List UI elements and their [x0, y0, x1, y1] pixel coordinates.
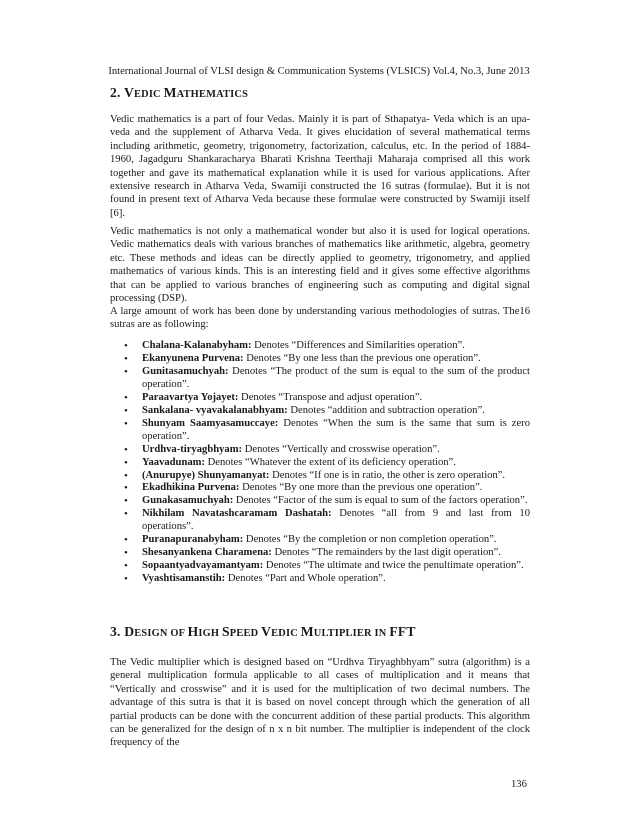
- sutra-description: Denotes “The ultimate and twice the penultimate operation”.: [263, 560, 524, 572]
- bullet-icon: •: [124, 547, 128, 560]
- sutra-item: [110, 457, 530, 470]
- sutra-name: Puranapuranabyham:: [142, 534, 244, 546]
- bullet-icon: •: [124, 508, 128, 521]
- title-fragment: S: [222, 624, 230, 639]
- section-number: 3.: [110, 624, 121, 639]
- sutra-description: Denotes “When the sum is the same that sum is zero operation”.: [142, 417, 531, 442]
- title-fragment: M: [163, 85, 177, 100]
- sutra-item: [110, 495, 530, 508]
- title-fragment: D: [120, 624, 135, 639]
- sutra-description: Denotes “Part and Whole operation”.: [225, 573, 386, 585]
- sutra-name: Sopaantyadvayamantyam:: [142, 560, 264, 572]
- sutra-description: Denotes “Differences and Similarities operation”.: [251, 340, 465, 351]
- sutra-item: [110, 340, 530, 353]
- running-header: International Journal of VLSI design & Communication Systems (VLSICS) Vol.4, No.3, June 2013: [108, 66, 530, 77]
- sutra-name: Ekanyunena Purvena:: [142, 352, 244, 364]
- sutra-item: [110, 534, 530, 547]
- sutra-name: Sankalana- vyavakalanabhyam:: [142, 404, 288, 416]
- paragraph-vedic-intro: Vedic mathematics is a part of four Vedas. Mainly it is part of Sthapatya- Veda which is an upa-veda and the supplement of Atharva Veda. It gives elucidation of several mathematical terms including arithmetic, geometry, trigonometry, factorization, calculus, etc. In the period of 1884-1960, Jagadguru Shankaracharya Bharati Krishna Teerthaji Maharaja comprised all this work together and gave its mathematical explanation while it is used for various applications. After extensive research in Atharva Veda, Swamiji constructed the 16 sutras (formulae). But it is not found in present text of Atharva Veda because these formulae were constructed by Swamiji itself [6].: [110, 114, 530, 219]
- bullet-icon: •: [124, 482, 128, 495]
- sutra-description: Denotes “If one is in ratio, the other is zero operation”.: [269, 469, 506, 481]
- sutra-name: Yaavadunam:: [142, 456, 205, 468]
- sutra-item: [110, 392, 530, 405]
- sutra-description: Denotes “all from 9 and last from 10 operations”.: [142, 508, 531, 533]
- bullet-icon: •: [124, 340, 128, 352]
- sutra-name: Gunakasamuchyah:: [142, 495, 234, 507]
- sutra-item: [110, 366, 530, 392]
- sutra-item: [110, 482, 530, 495]
- bullet-icon: •: [124, 573, 128, 586]
- bullet-icon: •: [124, 352, 128, 365]
- sutra-item: [110, 470, 530, 483]
- bullet-icon: •: [124, 495, 128, 508]
- title-fragment: EDIC: [271, 628, 301, 639]
- sutra-description: Denotes “addition and subtraction operation”.: [287, 404, 485, 416]
- sutra-item: [110, 560, 530, 573]
- bullet-icon: •: [124, 391, 128, 404]
- sutra-name: Shesanyankena Charamena:: [142, 547, 272, 559]
- sutra-item: [110, 573, 530, 586]
- title-fragment: EDIC: [133, 89, 164, 100]
- bullet-icon: •: [124, 443, 128, 456]
- bullet-icon: •: [124, 560, 128, 573]
- sutra-description: Denotes “Whatever the extent of its deficiency operation”.: [205, 456, 456, 468]
- title-fragment: M: [300, 624, 314, 639]
- page-number: 136: [511, 779, 527, 790]
- sutra-name: Vyashtisamanstih:: [142, 573, 226, 585]
- sutra-name: Paraavartya Yojayet:: [142, 391, 239, 403]
- bullet-icon: •: [124, 404, 128, 417]
- title-fragment: FFT: [389, 624, 416, 639]
- sutra-description: Denotes “Factor of the sum is equal to sum of the factors operation”.: [233, 495, 528, 507]
- sutra-item: [110, 547, 530, 560]
- title-fragment: PEED: [229, 628, 262, 639]
- bullet-icon: •: [124, 534, 128, 547]
- sutra-name: Gunitasamuchyah:: [142, 365, 229, 377]
- sutra-description: Denotes “The remainders by the last digit operation”.: [271, 547, 501, 559]
- paragraph-vedic-logic: Vedic mathematics is not only a mathematical wonder but also it is used for logical operations. Vedic mathematics deals with various branches of mathematics like arithmetic, algebra, geometry etc. These methods and ideas can be directly applied to geometry, trigonometry, and applied mathematics of various kinds. This is an interesting field and it gives some effective algorithms that can be applied to various branches of engineering such as computing and digital signal processing (DSP).: [110, 226, 530, 305]
- sutra-name: Urdhva-tiryagbhyam:: [142, 443, 243, 455]
- section-title: [121, 85, 248, 100]
- section-number: 2.: [110, 85, 121, 100]
- section-heading-vedic-mathematics: [110, 85, 248, 101]
- sutra-description: Denotes “Vertically and crosswise operation”.: [242, 443, 440, 455]
- title-fragment: ESIGN OF: [134, 628, 188, 639]
- sutra-description: Denotes “Transpose and adjust operation”.: [238, 391, 423, 403]
- bullet-icon: •: [124, 417, 128, 430]
- bullet-icon: •: [124, 365, 128, 378]
- paragraph-sutras-intro: A large amount of work has been done by understanding various methodologies of sutras. The16 sutras are as following:: [110, 306, 530, 331]
- sutra-item: [110, 353, 530, 366]
- sutra-name: Chalana-Kalanabyham:: [142, 340, 252, 351]
- sutra-item: [110, 508, 530, 534]
- sutra-name: (Anurupye) Shunyamanyat:: [142, 469, 270, 481]
- section-heading-multiplier-design: [110, 624, 416, 640]
- sutra-description: Denotes “The product of the sum is equal to the sum of the product operation”.: [142, 365, 530, 390]
- sutra-name: Ekadhikina Purvena:: [142, 482, 240, 494]
- title-fragment: V: [261, 624, 272, 639]
- paragraph-multiplier-design: The Vedic multiplier which is designed based on “Urdhva Tiryaghbhyam” sutra (algorithm) is a general multiplication formula applicable to all cases of multiplication and it means that “Vertically and crosswise” and it is used for the multiplication of two decimal numbers. The advantage of this sutra is that it is based on novel concept through which the generation of all partial products can be done with the concurrent addition of these partial products. This algorithm can be generalized for the design of n x n bit number. The multiplier is independent of the clock frequency of the: [110, 657, 530, 749]
- sutra-description: Denotes “By one more than the previous one operation”.: [239, 482, 483, 494]
- sutra-item: [110, 418, 530, 444]
- section-title: [121, 624, 416, 639]
- sutra-description: Denotes “By one less than the previous one operation”.: [243, 352, 481, 364]
- title-fragment: ULTIPLIER IN: [313, 628, 390, 639]
- title-fragment: H: [187, 624, 199, 639]
- sutra-list: [110, 340, 530, 586]
- title-fragment: ATHEMATICS: [176, 89, 249, 100]
- sutra-item: [110, 444, 530, 457]
- sutra-description: Denotes “By the completion or non completion operation”.: [243, 534, 497, 546]
- sutra-name: Shunyam Saamyasamuccaye:: [142, 417, 279, 429]
- sutra-item: [110, 405, 530, 418]
- bullet-icon: •: [124, 469, 128, 482]
- bullet-icon: •: [124, 456, 128, 469]
- sutra-name: Nikhilam Navatashcaramam Dashatah:: [142, 508, 332, 520]
- title-fragment: V: [120, 85, 134, 100]
- title-fragment: IGH: [198, 628, 223, 639]
